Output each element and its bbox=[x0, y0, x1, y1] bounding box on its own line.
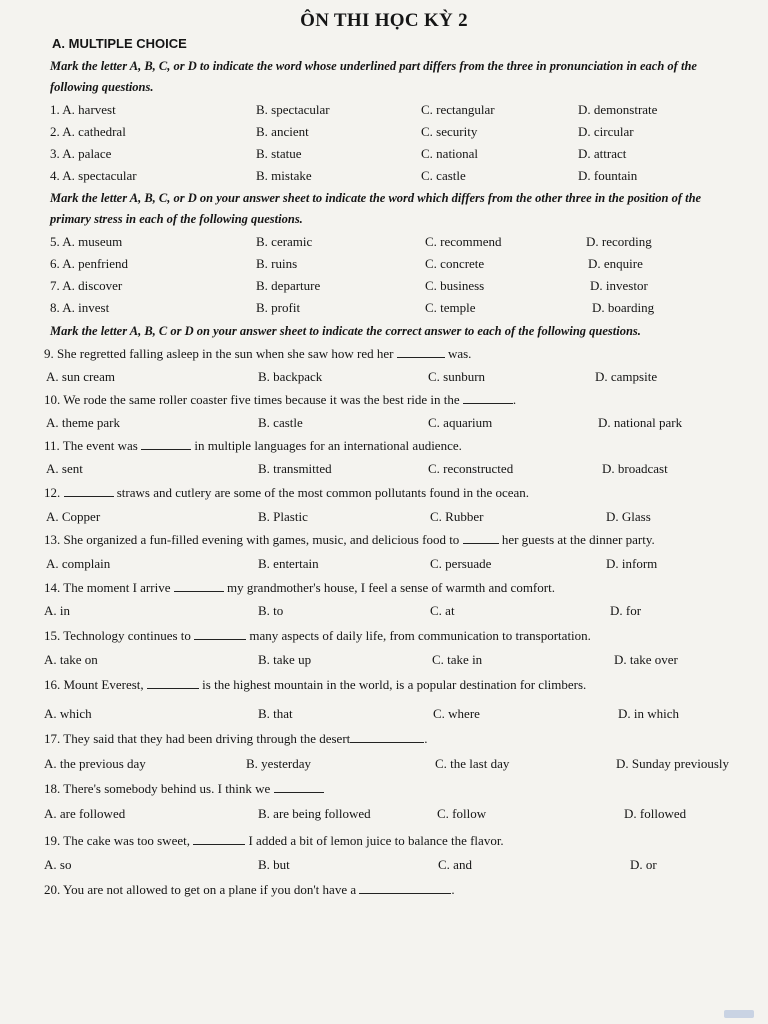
option-d: D. national park bbox=[598, 415, 683, 430]
section-heading: A. MULTIPLE CHOICE bbox=[52, 36, 187, 51]
option-b: B. castle bbox=[258, 415, 303, 430]
question-stem: 17. They said that they had been driving through the desert . bbox=[44, 731, 428, 746]
option-a: 5. A. museum bbox=[50, 234, 123, 249]
question-row bbox=[0, 415, 768, 435]
option-b: B. mistake bbox=[256, 168, 312, 183]
option-c: C. follow bbox=[437, 806, 487, 821]
option-b: B. backpack bbox=[258, 369, 323, 384]
option-d: D. broadcast bbox=[602, 461, 668, 476]
answer-blank bbox=[147, 678, 199, 689]
option-a: A. are followed bbox=[44, 806, 126, 821]
question-row bbox=[0, 806, 768, 826]
question-stem: 11. The event was in multiple languages for an international audience. bbox=[44, 438, 462, 453]
option-b: B. profit bbox=[256, 300, 301, 315]
option-d: D. Sunday previously bbox=[616, 756, 730, 771]
option-c: C. take in bbox=[432, 652, 483, 667]
question-row bbox=[0, 756, 768, 776]
instruction-pronunciation: Mark the letter A, B, C, or D to indicate the word whose underlined part differs from the three in pronunciation in each of the following questions. bbox=[50, 59, 697, 94]
page-title: ÔN THI HỌC KỲ 2 bbox=[300, 10, 468, 31]
option-a: 2. A. cathedral bbox=[50, 124, 126, 139]
question-row bbox=[0, 168, 768, 188]
option-a: A. which bbox=[44, 706, 92, 721]
option-d: D. take over bbox=[614, 652, 678, 667]
option-d: D. enquire bbox=[588, 256, 643, 271]
option-c: C. concrete bbox=[425, 256, 485, 271]
option-c: C. Rubber bbox=[430, 509, 484, 524]
scanner-watermark bbox=[724, 1010, 754, 1018]
option-d: D. demonstrate bbox=[578, 102, 658, 117]
option-a: A. complain bbox=[46, 556, 111, 571]
option-d: D. followed bbox=[624, 806, 687, 821]
option-c: C. recommend bbox=[425, 234, 502, 249]
option-d: D. recording bbox=[586, 234, 652, 249]
question-row bbox=[0, 102, 768, 122]
question-stem: 20. You are not allowed to get on a plane if you don't have a . bbox=[44, 882, 455, 897]
question-stem: 19. The cake was too sweet, I added a bit of lemon juice to balance the flavor. bbox=[44, 833, 504, 848]
option-c: C. aquarium bbox=[428, 415, 493, 430]
option-c: C. sunburn bbox=[428, 369, 486, 384]
option-a: A. Copper bbox=[46, 509, 101, 524]
option-c: C. castle bbox=[421, 168, 466, 183]
option-d: D. campsite bbox=[595, 369, 658, 384]
instruction-grammar: Mark the letter A, B, C or D on your answer sheet to indicate the correct answer to each of the following questions. bbox=[50, 324, 641, 338]
option-a: A. theme park bbox=[46, 415, 121, 430]
option-b: B. but bbox=[258, 857, 290, 872]
option-b: B. transmitted bbox=[258, 461, 332, 476]
answer-blank bbox=[194, 629, 246, 640]
question-row bbox=[0, 461, 768, 481]
option-a: A. so bbox=[44, 857, 72, 872]
question-stem: 18. There's somebody behind us. I think we bbox=[44, 781, 744, 797]
option-a: 4. A. spectacular bbox=[50, 168, 137, 183]
option-b: B. Plastic bbox=[258, 509, 308, 524]
answer-blank bbox=[463, 533, 499, 544]
question-row bbox=[0, 706, 768, 726]
answer-blank bbox=[463, 393, 513, 404]
option-d: D. boarding bbox=[592, 300, 655, 315]
option-c: C. and bbox=[438, 857, 472, 872]
answer-blank bbox=[193, 834, 245, 845]
option-b: B. entertain bbox=[258, 556, 319, 571]
question-row bbox=[0, 300, 768, 320]
option-d: D. investor bbox=[590, 278, 648, 293]
question-row bbox=[0, 556, 768, 576]
question-row bbox=[0, 234, 768, 254]
option-b: B. ruins bbox=[256, 256, 298, 271]
question-stem: 13. She organized a fun-filled evening with games, music, and delicious food to her guests at the dinner party. bbox=[44, 532, 655, 547]
option-d: D. inform bbox=[606, 556, 658, 571]
question-row bbox=[0, 857, 768, 877]
option-a: 7. A. discover bbox=[50, 278, 123, 293]
option-a: 8. A. invest bbox=[50, 300, 110, 315]
option-b: B. that bbox=[258, 706, 293, 721]
option-c: C. where bbox=[433, 706, 480, 721]
answer-blank bbox=[64, 486, 114, 497]
option-d: D. circular bbox=[578, 124, 634, 139]
option-c: C. the last day bbox=[435, 756, 510, 771]
option-a: 3. A. palace bbox=[50, 146, 112, 161]
option-b: B. ancient bbox=[256, 124, 309, 139]
question-row bbox=[0, 509, 768, 529]
answer-blank bbox=[359, 883, 451, 894]
option-a: A. take on bbox=[44, 652, 98, 667]
option-b: B. are being followed bbox=[258, 806, 371, 821]
question-row bbox=[0, 256, 768, 276]
answer-blank bbox=[350, 732, 424, 743]
option-d: D. attract bbox=[578, 146, 627, 161]
option-d: D. in which bbox=[618, 706, 680, 721]
option-b: B. departure bbox=[256, 278, 321, 293]
question-row bbox=[0, 603, 768, 623]
option-c: C. security bbox=[421, 124, 478, 139]
instruction-stress: Mark the letter A, B, C, or D on your answer sheet to indicate the word which differs from the other three in the position of the primary stress in each of the following questions. bbox=[50, 191, 702, 226]
answer-blank bbox=[274, 782, 324, 793]
answer-blank bbox=[397, 347, 445, 358]
option-c: C. business bbox=[425, 278, 485, 293]
option-c: C. reconstructed bbox=[428, 461, 514, 476]
option-b: B. to bbox=[258, 603, 284, 618]
option-c: C. persuade bbox=[430, 556, 492, 571]
question-row bbox=[0, 146, 768, 166]
option-a: 1. A. harvest bbox=[50, 102, 116, 117]
option-b: B. yesterday bbox=[246, 756, 311, 771]
option-a: A. the previous day bbox=[44, 756, 146, 771]
option-d: D. or bbox=[630, 857, 657, 872]
answer-blank bbox=[174, 581, 224, 592]
option-c: C. national bbox=[421, 146, 479, 161]
option-a: A. sun cream bbox=[46, 369, 115, 384]
option-b: B. spectacular bbox=[256, 102, 330, 117]
option-d: D. for bbox=[610, 603, 642, 618]
question-stem: 10. We rode the same roller coaster five times because it was the best ride in the . bbox=[44, 392, 517, 407]
question-row bbox=[0, 369, 768, 389]
option-a: A. sent bbox=[46, 461, 83, 476]
option-c: C. temple bbox=[425, 300, 476, 315]
question-row bbox=[0, 278, 768, 298]
option-b: B. ceramic bbox=[256, 234, 313, 249]
option-a: A. in bbox=[44, 603, 70, 618]
option-c: C. rectangular bbox=[421, 102, 495, 117]
option-a: 6. A. penfriend bbox=[50, 256, 128, 271]
option-d: D. fountain bbox=[578, 168, 638, 183]
question-stem: 12. straws and cutlery are some of the most common pollutants found in the ocean. bbox=[44, 485, 530, 500]
question-stem: 15. Technology continues to many aspects of daily life, from communication to transportation. bbox=[44, 628, 591, 643]
question-stem: 14. The moment I arrive my grandmother's house, I feel a sense of warmth and comfort. bbox=[44, 580, 555, 595]
question-row bbox=[0, 652, 768, 672]
answer-blank bbox=[141, 439, 191, 450]
option-b: B. take up bbox=[258, 652, 312, 667]
question-stem: 9. She regretted falling asleep in the sun when she saw how red her was. bbox=[44, 346, 472, 361]
option-c: C. at bbox=[430, 603, 455, 618]
question-stem: 16. Mount Everest, is the highest mountain in the world, is a popular destination for climbers. bbox=[44, 677, 587, 692]
question-row bbox=[0, 124, 768, 144]
option-b: B. statue bbox=[256, 146, 302, 161]
option-d: D. Glass bbox=[606, 509, 651, 524]
